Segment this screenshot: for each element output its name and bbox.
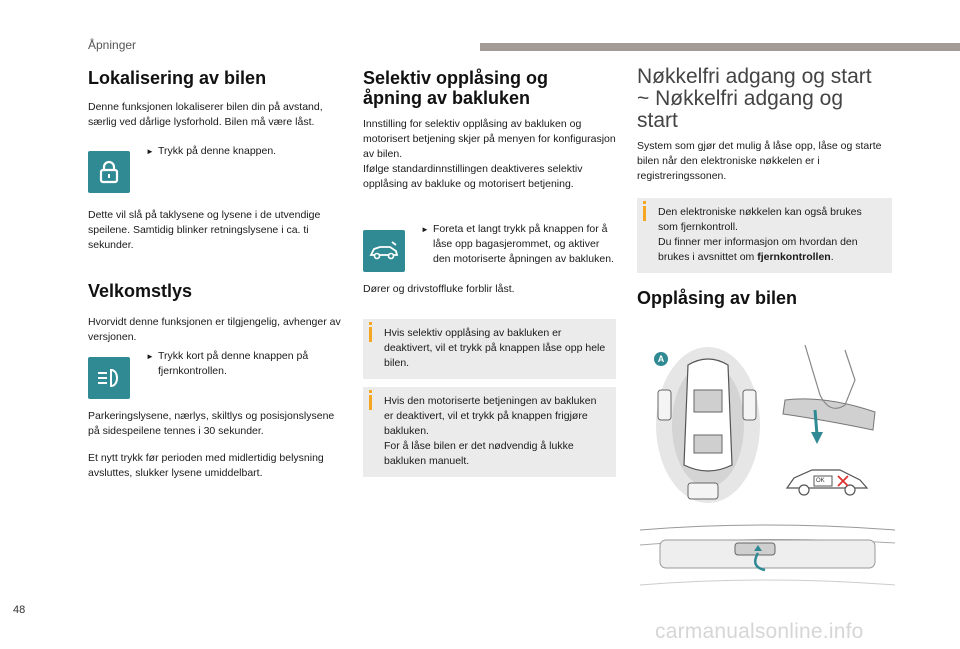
info-box-motorised	[363, 387, 616, 477]
step-lights-text: Trykk kort på denne knappen på fjernkontrollen.	[158, 350, 309, 377]
step-lights-button	[88, 349, 343, 399]
paragraph-settings: Innstilling for selektiv opplåsing av bakluken og motorisert betjening skjer på menyen for konfigurasjon av bilen.	[363, 118, 616, 160]
heading-unlock-car: Opplåsing av bilen	[637, 288, 798, 308]
column-keyless	[637, 66, 892, 308]
boot-unlock-button-icon	[363, 230, 405, 272]
paragraph-default: Ifølge standardinnstillingen deaktiveres selektiv opplåsing av bakluke og motorisert betjening.	[363, 163, 583, 190]
info-selective-text: Hvis selektiv opplåsing av bakluken er deaktivert, vil et trykk på knappen låse opp hele bilen.	[384, 327, 606, 369]
info-motorised-text: Hvis den motoriserte betjeningen av bakluken er deaktivert, vil et trykk på knappen frigjøre bakluken.	[384, 395, 597, 437]
info-icon	[643, 201, 646, 204]
info-box-keyless	[637, 198, 892, 273]
heading-keyless: Nøkkelfri adgang og start ~ Nøkkelfri adgang og start	[637, 65, 872, 132]
paragraph-doors-locked: Dører og drivstoffluke forblir låst.	[363, 283, 515, 295]
page-number: 48	[13, 604, 26, 616]
watermark: carmanualsonline.info	[655, 620, 864, 643]
car-side-illustration	[782, 460, 872, 500]
bullet-icon: ►	[146, 352, 154, 361]
header-bar	[480, 43, 960, 51]
step-boot-text: Foreta et langt trykk på knappen for å låse opp bagasjerommet, og aktiver den motoriserte åpningen av bakluken.	[433, 223, 614, 265]
info-manual-close-text: For å låse bilen er det nødvendig å lukke bakluken manuelt.	[384, 440, 574, 467]
info-icon	[369, 390, 372, 393]
paragraph-lights-on: Dette vil slå på taklysene og lysene i de utvendige speilene. Samtidig blinker retningslysene i ca. ti sekunder.	[88, 209, 321, 251]
heading-locate-car: Lokalisering av bilen	[88, 68, 267, 88]
info-icon	[369, 322, 372, 325]
step-lock-text: Trykk på denne knappen.	[158, 145, 277, 157]
step-boot-button	[363, 222, 616, 272]
paragraph-lights-off: Et nytt trykk før perioden med midlertidig belysning avsluttes, slukker lysene umiddelbart.	[88, 452, 324, 479]
info-remote-text: Den elektroniske nøkkelen kan også brukes som fjernkontroll.	[658, 206, 862, 233]
heading-selective-unlock: Selektiv opplåsing og åpning av bakluken	[363, 68, 549, 108]
section-label: Åpninger	[88, 38, 137, 52]
lock-button-icon	[88, 151, 130, 193]
column-locate-car	[88, 66, 343, 481]
bullet-icon: ►	[421, 225, 429, 234]
keyless-zone-illustration	[648, 345, 768, 515]
paragraph-keyless-intro: System som gjør det mulig å låse opp, låse og starte bilen når den elektroniske nøkkelen er i registreringssonen.	[637, 140, 882, 182]
step-lock-button	[88, 144, 343, 193]
headlight-button-icon	[88, 357, 130, 399]
heading-welcome-lights: Velkomstlys	[88, 281, 193, 301]
info-more-text: Du finner mer informasjon om hvordan den brukes i avsnittet om fjernkontrollen.	[658, 236, 858, 263]
paragraph-availability: Hvorvidt denne funksjonen er tilgjengelig, avhenger av versjonen.	[88, 316, 341, 343]
paragraph-lights-duration: Parkeringslysene, nærlys, skiltlys og posisjonslysene på sidespeilene tennes i 30 sekunder.	[88, 410, 335, 437]
door-handle-illustration	[775, 340, 880, 450]
column-selective-unlock	[363, 66, 616, 477]
badge-a: A	[654, 352, 668, 366]
ok-label: OK	[816, 478, 825, 484]
paragraph-locate-intro: Denne funksjonen lokaliserer bilen din på avstand, særlig ved dårlige lysforhold. Bilen må være låst.	[88, 101, 323, 128]
info-box-selective	[363, 319, 616, 379]
bullet-icon: ►	[146, 147, 154, 156]
tailgate-button-illustration	[640, 515, 895, 605]
link-remote-control[interactable]: fjernkontrollen	[757, 251, 831, 263]
